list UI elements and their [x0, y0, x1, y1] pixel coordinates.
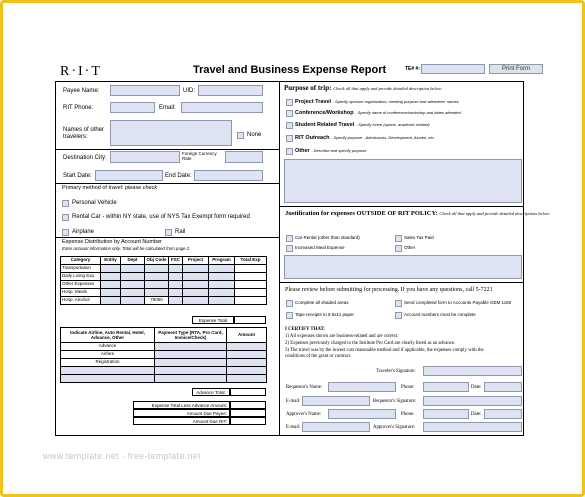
amount-cell[interactable] — [227, 375, 267, 383]
col-entity: Entity — [101, 257, 121, 265]
program-cell[interactable] — [209, 273, 235, 281]
email-label: Email: — [159, 105, 176, 111]
program-cell[interactable] — [209, 265, 235, 273]
col-amount: Amount — [227, 328, 267, 343]
col-indicate: Indicate Airline, Auto Rental, Hotel, Advance, Other — [61, 328, 155, 343]
amount-cell[interactable] — [227, 351, 267, 359]
table-row — [61, 265, 267, 273]
complete-shaded-checkbox[interactable] — [286, 300, 293, 307]
foreign-rate-label: Foreign Currency Rate — [182, 151, 217, 162]
col-payment-type: Payment Type (RTA, Pro Card, Invoice/Check) — [155, 328, 227, 343]
obj-code-cell: 79050 — [145, 297, 169, 305]
fsc-cell[interactable] — [169, 273, 183, 281]
dept-cell[interactable] — [121, 265, 145, 273]
approver-email-field[interactable] — [302, 422, 370, 432]
total-exp-cell — [235, 297, 267, 305]
airline-item-cell: Registration — [61, 359, 155, 367]
meal-expense-checkbox[interactable] — [286, 245, 293, 252]
payee-name-label: Payee Name: — [63, 88, 100, 94]
none-label: None — [247, 132, 262, 138]
table-row — [61, 359, 267, 367]
airline-table — [60, 327, 267, 383]
amount-cell[interactable] — [227, 359, 267, 367]
requestor-date-label: Date: — [471, 385, 482, 390]
foreign-rate-field[interactable] — [225, 151, 263, 163]
send-form-label: Send completed form to Accounts Payable GEM 1160 — [404, 300, 512, 305]
distribution-header-row — [61, 257, 267, 265]
end-date-label: End Date: — [165, 173, 192, 179]
end-date-field[interactable] — [194, 170, 263, 181]
requestor-signature-field[interactable] — [423, 396, 522, 406]
table-row — [61, 281, 267, 289]
expense-total-label: Expense Total — [192, 316, 234, 324]
col-program: Program — [209, 257, 235, 265]
meal-expense-label: Increased Meal Expense — [295, 245, 345, 250]
sales-tax-label: Sales Tax Paid — [404, 235, 434, 240]
category-cell: Daily Living Exp. — [61, 273, 101, 281]
certify-line-2: 2) Expenses previously charged to the Institute Pro Card are clearly listed as an advance. — [285, 341, 456, 346]
watermark: www.template.net · free-template.net — [43, 451, 201, 461]
amount-cell[interactable] — [227, 343, 267, 351]
car-rental-label: Car Rental (other than standard) — [295, 235, 360, 240]
traveler-signature-label: Traveler's Signature: — [376, 369, 416, 374]
airline-header-row — [61, 328, 267, 343]
dept-cell[interactable] — [121, 273, 145, 281]
approver-signature-field[interactable] — [423, 422, 522, 432]
payment-type-cell[interactable] — [155, 359, 227, 367]
col-obj-code: Obj Code — [145, 257, 169, 265]
total-exp-cell — [235, 289, 267, 297]
start-date-field[interactable] — [95, 170, 163, 181]
processing-heading: Please review before submitting for processing. If you have any questions, call 5-7221 — [285, 287, 493, 293]
program-cell[interactable] — [209, 289, 235, 297]
table-row — [61, 343, 267, 351]
email-field[interactable] — [181, 102, 263, 113]
approver-date-field[interactable] — [484, 409, 522, 419]
distribution-note: Enter account information only. Total will be calculated from page 2. — [62, 246, 191, 251]
airline-item-cell: Airfare — [61, 351, 155, 359]
requestor-name-label: Requestor's Name: — [286, 385, 323, 390]
total-exp-cell — [235, 273, 267, 281]
due-payee-label: Amount Due Payee: — [133, 409, 230, 417]
rit-logo: R·I·T — [60, 64, 102, 79]
approver-name-label: Approver's Name: — [286, 412, 322, 417]
payment-type-cell[interactable] — [155, 343, 227, 351]
fsc-cell[interactable] — [169, 265, 183, 273]
other-justification-checkbox[interactable] — [395, 245, 402, 252]
col-total-exp: Total Exp — [235, 257, 267, 265]
tape-receipts-label: Tape receipts to 8.5x11 paper — [295, 312, 354, 317]
program-cell[interactable] — [209, 281, 235, 289]
uid-label: UID: — [183, 88, 195, 94]
obj-code-cell[interactable] — [145, 265, 169, 273]
requestor-phone-field[interactable] — [423, 382, 469, 392]
rail-label: Rail — [175, 229, 186, 235]
col-dept: Dept — [121, 257, 145, 265]
table-row — [61, 297, 267, 305]
dept-cell[interactable] — [121, 297, 145, 305]
less-advance-label: Expense Total Less Advance Amount: — [133, 401, 230, 409]
purpose-description-field[interactable] — [284, 159, 522, 203]
table-row — [61, 367, 267, 375]
project-cell[interactable] — [183, 297, 209, 305]
te-number-field[interactable] — [421, 64, 485, 74]
te-number-label: TE# #: — [405, 66, 421, 72]
send-form-checkbox[interactable] — [395, 300, 402, 307]
requestor-email-label: E-mail: — [286, 399, 301, 404]
col-project: Project — [183, 257, 209, 265]
approver-email-label: E-mail: — [286, 425, 301, 430]
personal-vehicle-label: Personal Vehicle — [72, 200, 117, 206]
table-row — [61, 351, 267, 359]
col-fsc: FSC — [169, 257, 183, 265]
car-rental-checkbox[interactable] — [286, 235, 293, 242]
payee-name-field[interactable] — [110, 85, 180, 96]
certify-heading: I CERTIFY THAT: — [285, 327, 325, 332]
rit-outreach-label: RIT Outreach - Specify purpose - Admissions, Development, Alumni, etc. — [295, 135, 435, 141]
approver-name-field[interactable] — [328, 409, 396, 419]
dept-cell[interactable] — [121, 289, 145, 297]
due-rit-label: Amount Due RIT: — [133, 417, 230, 425]
advance-total-label: Advance Total: — [192, 388, 230, 396]
destination-city-label: Destination City: — [63, 155, 107, 161]
student-travel-checkbox[interactable] — [286, 122, 293, 129]
other-purpose-checkbox[interactable] — [286, 148, 293, 155]
rental-car-label: Rental Car - within NY state, use of NYS Tax Exempt form required — [72, 214, 250, 220]
entity-cell[interactable] — [101, 281, 121, 289]
project-cell[interactable] — [183, 273, 209, 281]
airplane-checkbox[interactable] — [62, 229, 69, 236]
start-date-label: Start Date: — [63, 173, 92, 179]
requestor-email-field[interactable] — [302, 396, 370, 406]
project-cell[interactable] — [183, 281, 209, 289]
justification-heading: Justification for expenses OUTSIDE OF RIT POLICY: Check all that apply and provide detailed descriptions below: — [285, 210, 551, 217]
payment-type-cell[interactable] — [155, 375, 227, 383]
category-cell: Other Expenses — [61, 281, 101, 289]
other-travelers-field[interactable] — [110, 120, 232, 146]
rail-checkbox[interactable] — [165, 229, 172, 236]
obj-code-cell[interactable] — [145, 281, 169, 289]
payment-type-cell[interactable] — [155, 367, 227, 375]
airplane-label: Airplane — [72, 229, 95, 235]
table-row — [61, 273, 267, 281]
approver-signature-label: Approver's Signature: — [373, 425, 416, 430]
amount-cell[interactable] — [227, 367, 267, 375]
less-advance-value — [230, 401, 266, 409]
other-purpose-label: Other - Describe and specify purpose — [295, 148, 367, 154]
tape-receipts-checkbox[interactable] — [286, 312, 293, 319]
total-exp-cell — [235, 281, 267, 289]
project-cell[interactable] — [183, 289, 209, 297]
airline-item-cell[interactable] — [61, 375, 155, 383]
approver-phone-label: Phone: — [401, 412, 415, 417]
account-numbers-checkbox[interactable] — [395, 312, 402, 319]
dept-cell[interactable] — [121, 281, 145, 289]
table-row — [61, 289, 267, 297]
entity-cell[interactable] — [101, 289, 121, 297]
sales-tax-checkbox[interactable] — [395, 235, 402, 242]
entity-cell[interactable] — [101, 297, 121, 305]
approver-date-label: Date: — [471, 412, 482, 417]
fsc-cell[interactable] — [169, 297, 183, 305]
due-rit-value — [230, 417, 266, 425]
table-row — [61, 375, 267, 383]
destination-city-field[interactable] — [110, 151, 180, 163]
rit-phone-field[interactable] — [110, 102, 155, 113]
payment-type-cell[interactable] — [155, 351, 227, 359]
fsc-cell[interactable] — [169, 289, 183, 297]
none-checkbox[interactable] — [237, 132, 244, 139]
obj-code-cell[interactable] — [145, 289, 169, 297]
requestor-name-field[interactable] — [328, 382, 396, 392]
entity-cell[interactable] — [101, 265, 121, 273]
expense-total-value — [234, 316, 266, 324]
other-travelers-label: Names of other travelers: — [63, 127, 105, 141]
personal-vehicle-checkbox[interactable] — [62, 200, 69, 207]
program-cell[interactable] — [209, 297, 235, 305]
total-exp-cell — [235, 265, 267, 273]
requestor-date-field[interactable] — [484, 382, 522, 392]
purpose-heading: Purpose of trip: Check all that apply and provide detailed description below: — [284, 84, 443, 92]
travel-method-heading: Primary method of travel: please check — [62, 185, 158, 191]
other-justification-label: Other — [404, 245, 416, 250]
distribution-table — [60, 256, 267, 305]
traveler-signature-field[interactable] — [423, 366, 522, 376]
certify-line-3: 3) The travel was by the lowest cost reasonable method and if applicable, the expenses comply with the — [285, 348, 484, 353]
project-travel-label: Project Travel - Specify sponsor organization, meeting purpose and attendees' names — [295, 99, 459, 105]
fsc-cell[interactable] — [169, 281, 183, 289]
distribution-heading: Expense Distribution by Account Number — [62, 239, 162, 245]
obj-code-cell[interactable] — [145, 273, 169, 281]
airline-item-cell: Advance — [61, 343, 155, 351]
project-cell[interactable] — [183, 265, 209, 273]
student-travel-label: Student Related Travel - Specify event (sports, academic related) — [295, 122, 430, 128]
due-payee-value — [230, 409, 266, 417]
rit-outreach-checkbox[interactable] — [286, 135, 293, 142]
category-cell: Transportation — [61, 265, 101, 273]
airline-item-cell[interactable] — [61, 367, 155, 375]
rit-phone-label: RIT Phone: — [63, 105, 94, 111]
conference-label: Conference/Workshop - Specify name of conference/workshop and dates attended — [295, 110, 461, 116]
col-category: Category — [61, 257, 101, 265]
certify-line-4: conditions of the grant or contract. — [285, 354, 352, 359]
column-divider — [279, 81, 280, 436]
account-numbers-label: Account numbers must be complete — [404, 312, 476, 317]
uid-field[interactable] — [198, 85, 263, 96]
approver-phone-field[interactable] — [423, 409, 469, 419]
conference-checkbox[interactable] — [286, 110, 293, 117]
certify-line-1: 1) All expenses shown are business-related and are correct. — [285, 334, 399, 339]
print-form-button[interactable]: Print Form — [489, 64, 543, 74]
requestor-signature-label: Requestor's Signature: — [373, 399, 417, 404]
category-cell: Hosp. Meals — [61, 289, 101, 297]
justification-description-field[interactable] — [284, 255, 522, 279]
page-title: Travel and Business Expense Report — [193, 64, 387, 76]
project-travel-checkbox[interactable] — [286, 99, 293, 106]
entity-cell[interactable] — [101, 273, 121, 281]
requestor-phone-label: Phone: — [401, 385, 415, 390]
advance-total-value — [230, 388, 266, 396]
rental-car-checkbox[interactable] — [62, 214, 69, 221]
category-cell: Hosp. Alcohol — [61, 297, 101, 305]
complete-shaded-label: Complete all shaded areas — [295, 300, 349, 305]
